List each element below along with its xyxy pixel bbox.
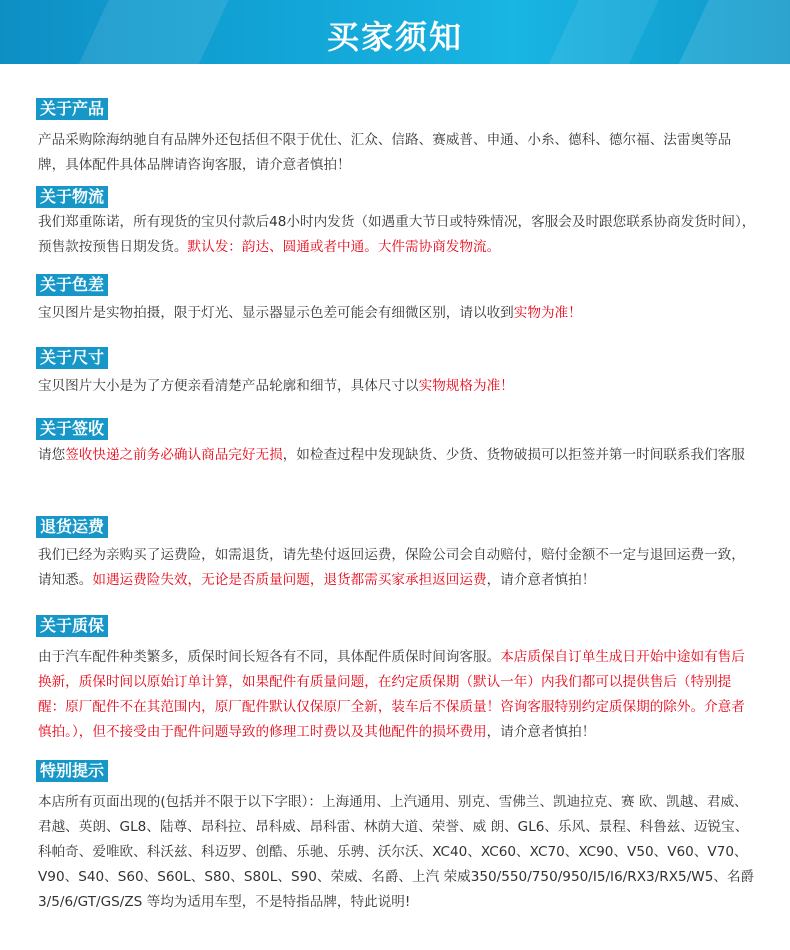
header-banner: [0, 0, 790, 64]
section-title-notice: 特别提示: [36, 760, 108, 782]
section-text-product: 产品采购除海纳驰自有品牌外还包括但不限于优仕、汇众、信路、赛威普、申通、小糸、德科、德尔福、法雷奥等品牌，具体配件具体品牌请咨询客服，请介意者慎拍！: [38, 132, 732, 173]
section-text-color: 宝贝图片是实物拍摄，限于灯光、显示器显示色差可能会有细微区别，请以收到实物为准！: [38, 305, 582, 321]
section-text-logistics: 我们郑重陈诺，所有现货的宝贝付款后48小时内发货（如遇重大节日或特殊情况，客服会及时跟您联系协商发货时间），预售款按预售日期发货。默认发：韵达、圆通或者中通。大件需协商发物流。: [38, 214, 756, 255]
section-title-signing: 关于签收: [36, 418, 108, 440]
page-title: 买家须知: [326, 18, 463, 56]
section-text-signing: 请您签收快递之前务必确认商品完好无损，如检查过程中发现缺货、少货、货物破损可以拒签并第一时间联系我们客服: [38, 447, 745, 463]
section-title-size: 关于尺寸: [36, 347, 108, 369]
section-text-return: 我们已经为亲购买了运费险，如需退货，请先垫付返回运费，保险公司会自动赔付，赔付金额不一定与退回运费一致，请知悉。如遇运费险失效，无论是否质量问题，退货都需买家承担返回运费，请介意者慎拍！: [38, 547, 745, 588]
section-title-color: 关于色差: [36, 274, 108, 296]
section-text-size: 宝贝图片大小是为了方便亲看清楚产品轮廓和细节，具体尺寸以实物规格为准！: [38, 378, 514, 394]
section-text-notice: 本店所有页面出现的(包括并不限于以下字眼）：上海通用、上汽通用、别克、雪佛兰、凯迪拉克、赛 欧、凯越、君威、君越、英朗、GL8、陆尊、昂科拉、昂科威、昂科雷、林荫大道、荣誉、威 朗、GL6、乐风、景程、科鲁兹、迈锐宝、科帕奇、爱唯欧、科沃兹、科迈罗、创酷、乐驰、乐骋、沃尔沃、XC40、XC60、XC70、XC90、V50、V60、V70、V90、S40、S60、S60L、S80、S80L、S90、荣威、名爵、上汽 荣威350/550/750/950/I5/I6/RX3/RX5/W5、名爵 3/5/6/GT/GS/ZS 等均为适用车型，不是特指品牌，特此说明!: [38, 794, 755, 910]
section-text-warranty: 由于汽车配件种类繁多，质保时间长短各有不同，具体配件质保时间询客服。本店质保自订单生成日开始中途如有售后换新，质保时间以原始订单计算，如果配件有质量问题，在约定质保期（默认一年）内我们都可以提供售后（特别提醒：原厂配件不在其范围内，原厂配件默认仅保原厂全新，装车后不保质量！咨询客服特别约定质保期的除外。介意者慎拍。），但不接受由于配件问题导致的修理工时费以及其他配件的损坏费用，请介意者慎拍！: [38, 649, 745, 740]
section-title-return: 退货运费: [36, 516, 108, 538]
section-title-logistics: 关于物流: [36, 186, 108, 208]
section-title-product: 关于产品: [36, 98, 108, 120]
section-title-warranty: 关于质保: [36, 615, 108, 637]
